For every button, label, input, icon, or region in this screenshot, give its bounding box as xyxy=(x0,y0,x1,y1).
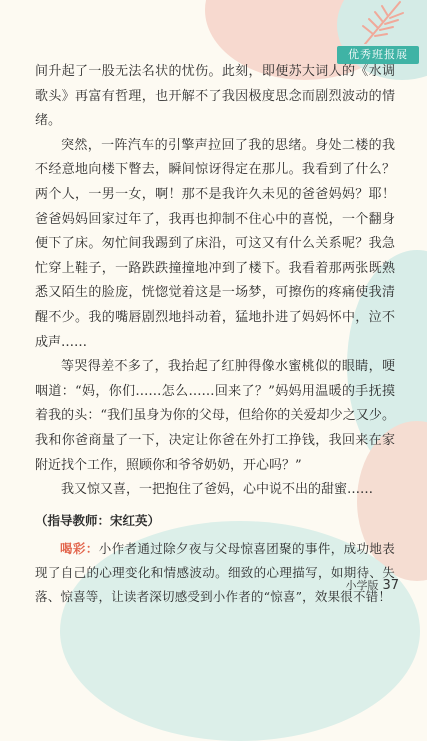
page-footer xyxy=(345,577,399,593)
article-paragraph: 我又惊又喜，一把抱住了爸妈，心中说不出的甜蜜…… xyxy=(61,482,374,498)
page-number: 37 xyxy=(382,578,399,593)
article-paragraph: 突然，一阵汽车的引擎声拉回了我的思绪。身处二楼的我不经意地向楼下瞥去，瞬间惊讶得定在那儿。我看到了什么？两个人，一男一女，啊！那不是我许久未见的爸爸妈妈？耶！爸爸妈妈回家过年了，我再也抑制不住心中的喜悦，一个翻身便下了床。匆忙间我踢到了床沿，可这又有什么关系呢？我急忙穿上鞋子，一路跌跌撞撞地冲到了楼下。我看着那两张既熟悉又陌生的脸庞，恍惚觉着这是一场梦，可擦伤的疼痛使我清醒不少。我的嘴唇剧烈地抖动着，猛地扑进了妈妈怀中，泣不成声…… xyxy=(35,137,395,350)
section-tag: 优秀班报展 xyxy=(337,46,419,64)
edition-label: 小学版 xyxy=(345,579,379,592)
article-paragraph: 等哭得差不多了，我抬起了红肿得像水蜜桃似的眼睛，哽咽道：“妈，你们……怎么……回来了？”妈妈用温暖的手抚摸着我的头：“我们虽身为你的父母，但给你的关爱却少之又少。我和你爸商量了一下，决定让你爸在外打工挣钱，我回来在家附近找个工作，照顾你和爷爷奶奶，开心吗？” xyxy=(35,359,395,473)
article-body xyxy=(35,60,395,609)
teacher-signature: （指导教师：宋红英） xyxy=(35,512,161,528)
leaf-branch-icon xyxy=(345,0,415,44)
article-paragraph: 间升起了一股无法名状的忧伤。此刻，即便苏大词人的《水调歌头》再富有哲理，也开解不了我因极度思念而剧烈波动的情绪。 xyxy=(35,64,395,129)
comment-text: 小作者通过除夕夜与父母惊喜团聚的事件，成功地表现了自己的心理变化和情感波动。细致的心理描写，如期待、失落、惊喜等，让读者深切感受到小作者的“惊喜”，效果很不错！ xyxy=(35,541,395,605)
comment-block xyxy=(35,537,395,609)
comment-label: 喝彩： xyxy=(60,541,99,557)
